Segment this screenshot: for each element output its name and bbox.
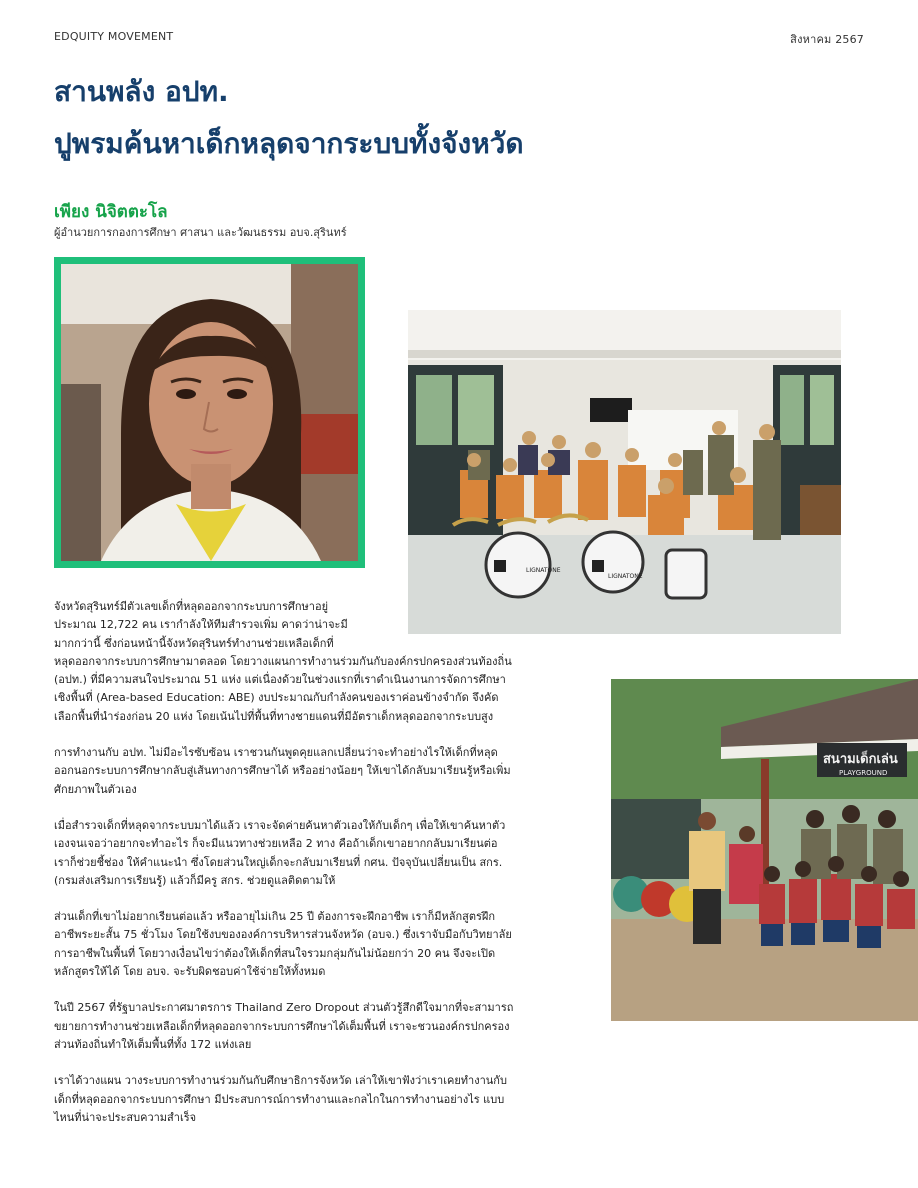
intro-line-2: ประมาณ 12,722 คน เรากำลังให้ทีมสำรวจเพิ่ม คาดว่าน่าจะมี	[54, 618, 348, 632]
drum-brand-a: LIGNATONE	[526, 567, 561, 574]
author-name: เพียง นิจิตตะโล	[54, 202, 168, 222]
author-role: ผู้อำนวยการกองการศึกษา ศาสนา และวัฒนธรรม อบจ.สุรินทร์	[54, 226, 347, 239]
paragraph-5: ในปี 2567 ที่รัฐบาลประกาศมาตรการ Thailand Zero Dropout ส่วนตัวรู้สึกดีใจมากที่จะสามารถขยายการทำงานช่วยเหลือเด็กที่หลุดออกจากระบบการศึกษาได้เต็มพื้นที่ เราจะชวนองค์กรปกครองส่วนท้องถิ่นทำให้เต็มพื้นที่ทั้ง 172 แห่งเลย	[54, 1001, 514, 1051]
paragraph-intro	[54, 598, 514, 726]
drum-brand-b: LIGNATONE	[608, 573, 643, 580]
paragraph-2: การทำงานกับ อปท. ไม่มีอะไรซับซ้อน เราชวนกันพูดคุยแลกเปลี่ยนว่าจะทำอย่างไรให้เด็กที่หลุดออกนอกระบบการศึกษากลับสู่เส้นทางการศึกษาได้ หรืออย่างน้อยๆ ให้เขาได้กลับมาเรียนรู้หรือเพิ่มศักยภาพในตัวเอง	[54, 746, 511, 796]
band-photo-illustration	[408, 310, 841, 634]
intro-continuation: หลุดออกจากระบบการศึกษามาตลอด โดยวางแผนการทำงานร่วมกันกับองค์กรปกครองส่วนท้องถิ่น (อปท.) ที่มีความสนใจประมาณ 51 แห่ง แต่เนื่องด้วยในช่วงแรกที่เราดำเนินงานการจัดการศึกษาเชิงพื้นที่ (Area-based Education: ABE) งบประมาณกับกำลังคนของเราค่อนข้างจำกัด จึงคัดเลือกพื้นที่นำร่องก่อน 20 แห่ง โดยเน้นไปที่พื้นที่ทางชายแดนที่มีอัตราเด็กหลุดออกจากระบบสูง	[54, 654, 512, 723]
playground-sign-thai: สนามเด็กเล่น	[823, 752, 898, 767]
title-line-2: ปูพรมค้นหาเด็กหลุดจากระบบทั้งจังหวัด	[54, 127, 524, 160]
author-portrait-photo	[54, 257, 365, 568]
paragraph-6: เราได้วางแผน วางระบบการทำงานร่วมกันกับศึกษาธิการจังหวัด เล่าให้เขาฟังว่าเราเคยทำงานกับเด็กที่หลุดออกจากระบบการศึกษา มีประสบการณ์การทำงานและกลไกในการทำงานอย่างไร แบบไหนที่น่าจะประสบความสำเร็จ	[54, 1074, 507, 1124]
article-body	[54, 598, 514, 1145]
playground-group-photo	[611, 679, 918, 1021]
intro-line-1: จังหวัดสุรินทร์มีตัวเลขเด็กที่หลุดออกจากระบบการศึกษาอยู่	[54, 600, 329, 613]
paragraph-4: ส่วนเด็กที่เขาไม่อยากเรียนต่อแล้ว หรืออายุไม่เกิน 25 ปี ต้องการจะฝึกอาชีพ เราก็มีหลักสูตรฝึกอาชีพระยะสั้น 75 ชั่วโมง โดยใช้งบขององค์การบริหารส่วนจังหวัด (อบจ.) ซึ่งเราจับมือกับวิทยาลัยการอาชีพในพื้นที่ โดยวางเงื่อนไขว่าต้องให้เด็กที่สนใจรวมกลุ่มกันไม่น้อยกว่า 20 คน จึงจะเปิดหลักสูตรให้ได้ โดย อบจ. จะรับผิดชอบค่าใช้จ่ายให้ทั้งหมด	[54, 910, 512, 979]
portrait-illustration	[61, 264, 358, 561]
title-line-1: สานพลัง อปท.	[54, 75, 229, 108]
issue-date: สิงหาคม 2567	[790, 33, 864, 46]
playground-photo-illustration	[611, 679, 918, 1021]
school-band-group-photo	[408, 310, 841, 634]
publication-name: EDQUITY MOVEMENT	[54, 30, 174, 43]
playground-sign-en: PLAYGROUND	[839, 769, 888, 777]
article-title	[54, 66, 854, 170]
paragraph-3: เมื่อสำรวจเด็กที่หลุดจากระบบมาได้แล้ว เราจะจัดค่ายค้นหาตัวเองให้กับเด็กๆ เพื่อให้เขาค้นหาตัวเองจนเจอว่าอยากจะทำอะไร ก็จะมีแนวทางช่วยเหลือ 2 ทาง คือถ้าเด็กเขาอยากกลับมาเรียนต่อ เราก็ช่วยชี้ช่อง ให้คำแนะนำ ซึ่งโดยส่วนใหญ่เด็กจะกลับมาเรียนที่ กศน. ปัจจุบันเปลี่ยนเป็น สกร. (กรมส่งเสริมการเรียนรู้) แล้วก็มีครู สกร. ช่วยดูแลติดตามให้	[54, 818, 506, 887]
intro-line-3: มากกว่านี้ ซึ่งก่อนหน้านี้จังหวัดสุรินทร์ทำงานช่วยเหลือเด็กที่	[54, 636, 334, 650]
